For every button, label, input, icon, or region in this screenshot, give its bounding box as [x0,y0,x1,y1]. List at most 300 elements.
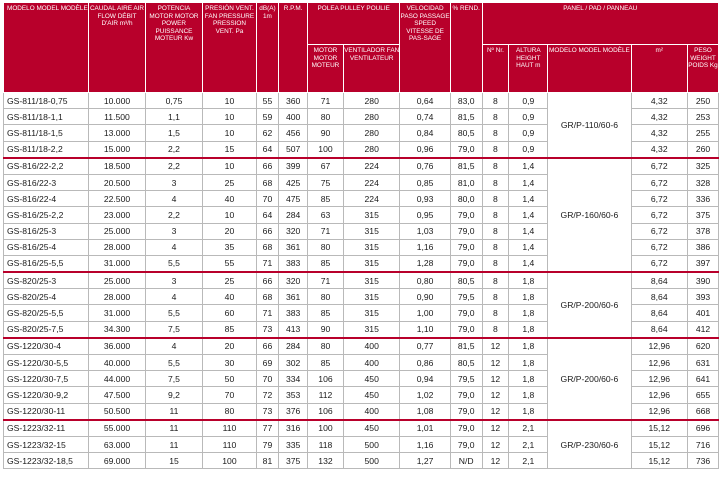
table-row [4,93,719,109]
row-panel-weight: 393 [688,289,719,305]
row-db: 70 [256,371,279,387]
row-pulley-motor: 85 [308,191,344,207]
row-speed: 0,80 [400,272,450,289]
row-panel-height: 2,1 [509,436,548,452]
header-motor-power: POTENCIA MOTOR MOTOR POWER PUISSANCE MOTEUR Kw [145,3,203,93]
row-air-flow: 23.000 [89,207,145,223]
row-pressure: 20 [203,223,256,239]
row-model: GS-1223/32-11 [4,420,89,437]
row-motor-power: 11 [145,403,203,420]
row-rpm: 375 [279,453,308,469]
row-pulley-fan: 224 [343,174,400,190]
row-pulley-motor: 106 [308,371,344,387]
row-pressure: 85 [203,321,256,338]
header-air-flow: CAUDAL AIRE AIR FLOW DÉBIT D'AIR m³/h [89,3,145,93]
row-speed: 0,74 [400,109,450,125]
row-speed: 0,77 [400,338,450,355]
row-pressure: 35 [203,239,256,255]
row-motor-power: 4 [145,191,203,207]
row-motor-power: 11 [145,420,203,437]
header-pulley-motor: MOTOR MOTOR MOTEUR [308,45,344,93]
row-rpm: 320 [279,223,308,239]
row-pressure: 40 [203,191,256,207]
row-speed: 1,16 [400,436,450,452]
row-rend: 79,0 [450,255,482,272]
row-panel-nr: 8 [482,141,509,158]
row-pulley-motor: 100 [308,141,344,158]
row-panel-nr: 8 [482,321,509,338]
row-pulley-fan: 280 [343,93,400,109]
row-panel-nr: 12 [482,387,509,403]
row-panel-weight: 412 [688,321,719,338]
row-motor-power: 0,75 [145,93,203,109]
row-model: GS-811/18-1,5 [4,125,89,141]
row-db: 55 [256,93,279,109]
row-pulley-motor: 80 [308,338,344,355]
row-db: 59 [256,109,279,125]
row-pressure: 110 [203,420,256,437]
table-row [4,272,719,289]
row-rpm: 376 [279,403,308,420]
row-pulley-motor: 118 [308,436,344,452]
row-air-flow: 10.000 [89,93,145,109]
row-speed: 0,94 [400,371,450,387]
header-pulley-fan: VENTILADOR FAN VENTILATEUR [343,45,400,93]
header-panel-m2: m² [631,45,687,93]
row-panel-weight: 397 [688,255,719,272]
row-db: 70 [256,191,279,207]
row-panel-m2: 6,72 [631,223,687,239]
row-air-flow: 44.000 [89,371,145,387]
row-air-flow: 18.500 [89,158,145,175]
row-db: 68 [256,289,279,305]
row-rpm: 383 [279,255,308,272]
row-rpm: 335 [279,436,308,452]
row-pressure: 80 [203,403,256,420]
row-panel-nr: 8 [482,272,509,289]
row-model: GS-1220/30-11 [4,403,89,420]
row-panel-height: 1,8 [509,272,548,289]
row-air-flow: 15.000 [89,141,145,158]
row-speed: 1,28 [400,255,450,272]
row-speed: 0,96 [400,141,450,158]
row-panel-height: 2,1 [509,453,548,469]
row-panel-weight: 631 [688,355,719,371]
row-pulley-motor: 71 [308,272,344,289]
row-pulley-fan: 400 [343,403,400,420]
row-motor-power: 5,5 [145,255,203,272]
row-rpm: 399 [279,158,308,175]
row-air-flow: 25.000 [89,272,145,289]
row-rpm: 413 [279,321,308,338]
row-panel-height: 0,9 [509,109,548,125]
row-pressure: 10 [203,109,256,125]
row-panel-m2: 8,64 [631,289,687,305]
row-panel-height: 1,8 [509,321,548,338]
row-model: GS-820/25-3 [4,272,89,289]
row-panel-weight: 655 [688,387,719,403]
row-air-flow: 22.500 [89,191,145,207]
row-db: 64 [256,207,279,223]
row-pressure: 25 [203,174,256,190]
row-panel-model: GR/P-200/60-6 [548,272,631,338]
row-pressure: 10 [203,93,256,109]
row-panel-nr: 8 [482,239,509,255]
row-model: GS-1223/32-18,5 [4,453,89,469]
row-model: GS-1223/32-15 [4,436,89,452]
row-pulley-fan: 500 [343,453,400,469]
row-panel-nr: 8 [482,191,509,207]
row-pulley-fan: 315 [343,289,400,305]
fan-specs-table [3,2,719,469]
row-panel-weight: 386 [688,239,719,255]
row-pulley-motor: 80 [308,239,344,255]
row-motor-power: 2,2 [145,141,203,158]
row-db: 81 [256,453,279,469]
row-pulley-fan: 280 [343,125,400,141]
row-panel-nr: 8 [482,207,509,223]
row-pulley-fan: 450 [343,371,400,387]
row-panel-height: 1,4 [509,191,548,207]
row-panel-m2: 12,96 [631,338,687,355]
row-panel-height: 1,8 [509,371,548,387]
header-rend: % REND. [450,3,482,93]
row-pulley-fan: 315 [343,321,400,338]
row-panel-m2: 6,72 [631,255,687,272]
row-model: GS-1220/30-7,5 [4,371,89,387]
row-db: 68 [256,239,279,255]
row-rend: N/D [450,453,482,469]
row-panel-weight: 736 [688,453,719,469]
row-rpm: 334 [279,371,308,387]
row-panel-nr: 12 [482,403,509,420]
row-motor-power: 2,2 [145,207,203,223]
row-panel-model: GR/P-230/60-6 [548,420,631,469]
row-panel-height: 0,9 [509,125,548,141]
header-panel-nr: Nº Nr. [482,45,509,93]
table-body [4,93,719,469]
row-panel-weight: 255 [688,125,719,141]
row-pulley-motor: 63 [308,207,344,223]
row-pulley-fan: 315 [343,305,400,321]
row-panel-m2: 4,32 [631,93,687,109]
row-db: 72 [256,387,279,403]
row-rend: 79,0 [450,403,482,420]
row-rend: 80,5 [450,125,482,141]
row-rend: 79,0 [450,436,482,452]
row-motor-power: 7,5 [145,371,203,387]
row-panel-model: GR/P-160/60-6 [548,158,631,272]
row-pressure: 30 [203,355,256,371]
row-air-flow: 25.000 [89,223,145,239]
header-model: MODELO MODEL MODÈLE [4,3,89,93]
header-panel-height: ALTURA HEIGHT HAUT m [509,45,548,93]
row-panel-nr: 12 [482,371,509,387]
row-air-flow: 36.000 [89,338,145,355]
row-panel-weight: 260 [688,141,719,158]
row-motor-power: 4 [145,289,203,305]
row-speed: 1,03 [400,223,450,239]
row-motor-power: 11 [145,436,203,452]
row-panel-weight: 401 [688,305,719,321]
row-pulley-motor: 90 [308,125,344,141]
row-pulley-fan: 224 [343,191,400,207]
row-air-flow: 69.000 [89,453,145,469]
row-panel-height: 1,8 [509,338,548,355]
row-rpm: 383 [279,305,308,321]
row-panel-height: 1,4 [509,207,548,223]
row-panel-nr: 12 [482,453,509,469]
row-pulley-fan: 280 [343,109,400,125]
row-panel-weight: 390 [688,272,719,289]
header-pulley: POLEA PULLEY POULIE [308,3,400,45]
row-pulley-motor: 90 [308,321,344,338]
row-panel-weight: 641 [688,371,719,387]
row-rend: 81,5 [450,109,482,125]
row-speed: 0,90 [400,289,450,305]
row-pressure: 15 [203,141,256,158]
row-panel-height: 1,4 [509,174,548,190]
row-model: GS-816/22-2,2 [4,158,89,175]
header-panel-model: MODELO MODEL MODÈLE [548,45,631,93]
row-pulley-motor: 71 [308,93,344,109]
row-speed: 1,27 [400,453,450,469]
table-row [4,158,719,175]
row-panel-weight: 696 [688,420,719,437]
row-pressure: 10 [203,207,256,223]
row-motor-power: 1,5 [145,125,203,141]
header-rpm: R.P.M. [279,3,308,93]
row-motor-power: 3 [145,174,203,190]
table-row [4,420,719,437]
row-panel-height: 1,8 [509,403,548,420]
row-speed: 1,10 [400,321,450,338]
row-rpm: 353 [279,387,308,403]
row-panel-weight: 325 [688,158,719,175]
row-pulley-fan: 315 [343,207,400,223]
row-air-flow: 31.000 [89,255,145,272]
row-pressure: 40 [203,289,256,305]
row-rend: 79,0 [450,420,482,437]
row-panel-height: 0,9 [509,141,548,158]
row-rend: 79,0 [450,239,482,255]
header-panel: PANEL / PAD / PANNEAU [482,3,718,45]
row-model: GS-1220/30-4 [4,338,89,355]
row-pressure: 110 [203,436,256,452]
row-panel-nr: 8 [482,223,509,239]
row-panel-nr: 8 [482,255,509,272]
row-pulley-fan: 400 [343,355,400,371]
row-rend: 79,0 [450,387,482,403]
row-panel-m2: 4,32 [631,125,687,141]
row-air-flow: 55.000 [89,420,145,437]
row-rpm: 361 [279,289,308,305]
row-db: 66 [256,223,279,239]
row-panel-m2: 12,96 [631,387,687,403]
row-motor-power: 5,5 [145,305,203,321]
row-rend: 81,5 [450,338,482,355]
row-panel-height: 2,1 [509,420,548,437]
table-row [4,338,719,355]
row-pulley-motor: 85 [308,255,344,272]
row-model: GS-811/18-2,2 [4,141,89,158]
row-panel-height: 1,8 [509,387,548,403]
row-panel-nr: 8 [482,174,509,190]
row-speed: 1,02 [400,387,450,403]
row-rpm: 284 [279,207,308,223]
row-pulley-fan: 500 [343,436,400,452]
row-panel-height: 1,4 [509,158,548,175]
row-panel-m2: 8,64 [631,272,687,289]
row-db: 62 [256,125,279,141]
row-panel-model: GR/P-110/60-6 [548,93,631,158]
row-model: GS-816/25-4 [4,239,89,255]
row-pulley-fan: 315 [343,272,400,289]
row-rpm: 316 [279,420,308,437]
row-model: GS-816/25-2,2 [4,207,89,223]
row-pulley-fan: 450 [343,420,400,437]
row-model: GS-816/22-3 [4,174,89,190]
row-panel-nr: 8 [482,93,509,109]
row-motor-power: 4 [145,239,203,255]
row-db: 69 [256,355,279,371]
row-panel-nr: 12 [482,355,509,371]
row-panel-m2: 15,12 [631,436,687,452]
row-panel-nr: 8 [482,109,509,125]
row-motor-power: 3 [145,272,203,289]
row-rend: 83,0 [450,93,482,109]
row-rpm: 425 [279,174,308,190]
row-rpm: 400 [279,109,308,125]
row-rpm: 361 [279,239,308,255]
row-panel-m2: 12,96 [631,371,687,387]
row-rpm: 320 [279,272,308,289]
row-pressure: 100 [203,453,256,469]
row-panel-m2: 6,72 [631,158,687,175]
row-panel-m2: 12,96 [631,355,687,371]
row-pulley-motor: 67 [308,158,344,175]
row-speed: 0,64 [400,93,450,109]
row-pulley-motor: 80 [308,109,344,125]
row-panel-weight: 253 [688,109,719,125]
row-speed: 1,16 [400,239,450,255]
row-pressure: 25 [203,272,256,289]
row-rend: 79,0 [450,207,482,223]
row-speed: 1,00 [400,305,450,321]
row-rpm: 284 [279,338,308,355]
row-motor-power: 3 [145,223,203,239]
row-pulley-fan: 315 [343,255,400,272]
row-motor-power: 15 [145,453,203,469]
row-pulley-motor: 132 [308,453,344,469]
row-model: GS-820/25-5,5 [4,305,89,321]
row-db: 73 [256,321,279,338]
row-pulley-motor: 71 [308,223,344,239]
row-pressure: 10 [203,125,256,141]
row-panel-model: GR/P-200/60-6 [548,338,631,420]
row-rend: 81,0 [450,174,482,190]
row-db: 77 [256,420,279,437]
row-panel-nr: 8 [482,158,509,175]
row-speed: 0,86 [400,355,450,371]
row-air-flow: 28.000 [89,239,145,255]
row-rend: 79,5 [450,371,482,387]
row-db: 66 [256,272,279,289]
row-rend: 80,0 [450,191,482,207]
header-panel-weight: PESO WEIGHT POIDS Kg [688,45,719,93]
row-rend: 80,5 [450,355,482,371]
row-panel-m2: 4,32 [631,141,687,158]
row-air-flow: 63.000 [89,436,145,452]
table-header [4,3,719,93]
row-rpm: 475 [279,191,308,207]
row-pressure: 55 [203,255,256,272]
row-panel-height: 1,4 [509,255,548,272]
row-db: 71 [256,255,279,272]
row-rend: 80,5 [450,272,482,289]
row-model: GS-811/18-0,75 [4,93,89,109]
row-pressure: 70 [203,387,256,403]
row-panel-m2: 15,12 [631,453,687,469]
row-model: GS-816/22-4 [4,191,89,207]
row-rend: 79,5 [450,289,482,305]
row-pulley-motor: 100 [308,420,344,437]
row-air-flow: 28.000 [89,289,145,305]
row-panel-weight: 336 [688,191,719,207]
row-speed: 0,95 [400,207,450,223]
row-pulley-fan: 400 [343,338,400,355]
row-air-flow: 34.300 [89,321,145,338]
row-panel-height: 1,8 [509,289,548,305]
row-rend: 79,0 [450,321,482,338]
row-panel-height: 1,4 [509,223,548,239]
row-motor-power: 5,5 [145,355,203,371]
row-panel-nr: 12 [482,420,509,437]
row-panel-nr: 8 [482,305,509,321]
row-panel-m2: 6,72 [631,174,687,190]
row-panel-weight: 668 [688,403,719,420]
row-model: GS-811/18-1,1 [4,109,89,125]
row-rpm: 456 [279,125,308,141]
row-rend: 79,0 [450,223,482,239]
row-panel-weight: 716 [688,436,719,452]
row-panel-m2: 6,72 [631,207,687,223]
header-pressure: PRESIÓN VENT. FAN PRESSURE PRESSION VENT. Pa [203,3,256,93]
row-db: 71 [256,305,279,321]
row-pulley-fan: 224 [343,158,400,175]
row-speed: 0,85 [400,174,450,190]
row-motor-power: 1,1 [145,109,203,125]
row-motor-power: 4 [145,338,203,355]
row-air-flow: 50.500 [89,403,145,420]
row-motor-power: 9,2 [145,387,203,403]
row-panel-m2: 6,72 [631,191,687,207]
row-pulley-fan: 450 [343,387,400,403]
row-motor-power: 7,5 [145,321,203,338]
row-pulley-motor: 80 [308,289,344,305]
row-panel-m2: 8,64 [631,305,687,321]
row-db: 66 [256,338,279,355]
row-pressure: 10 [203,158,256,175]
row-speed: 1,08 [400,403,450,420]
row-pressure: 20 [203,338,256,355]
row-panel-m2: 6,72 [631,239,687,255]
row-pulley-fan: 315 [343,223,400,239]
row-panel-m2: 12,96 [631,403,687,420]
row-panel-weight: 620 [688,338,719,355]
row-panel-height: 0,9 [509,93,548,109]
row-db: 64 [256,141,279,158]
